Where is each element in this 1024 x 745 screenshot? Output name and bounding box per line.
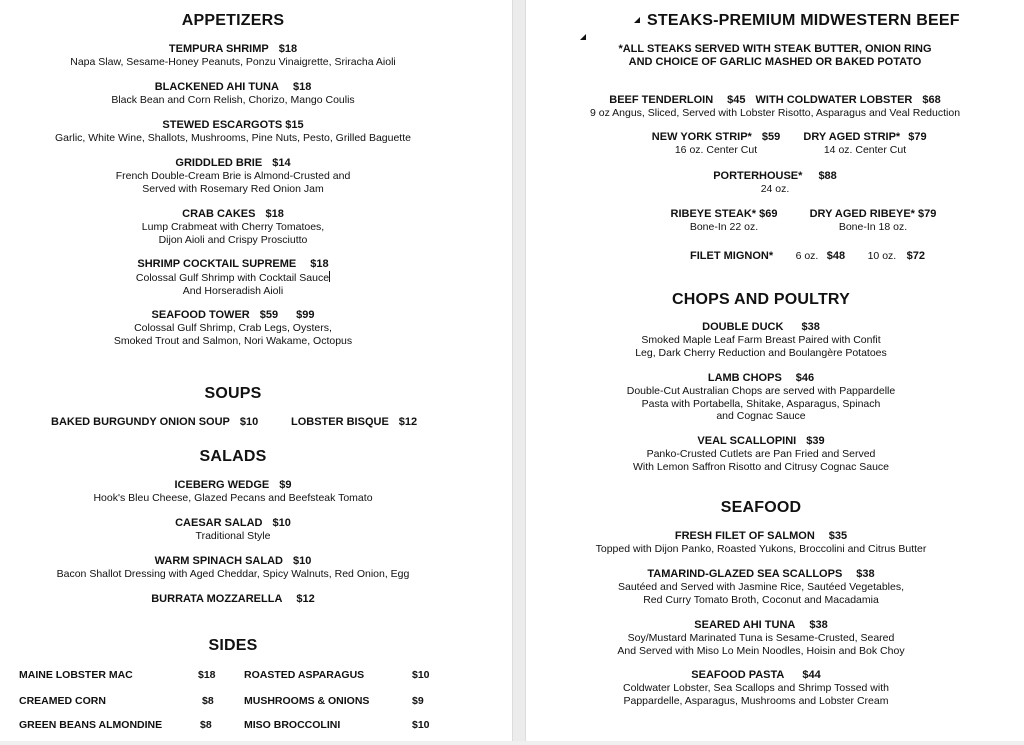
item-price: $35 (828, 530, 848, 542)
item-description: Pappardelle, Asparagus, Mushrooms and Lobster Cream (623, 694, 889, 707)
item-price: $9 (279, 479, 292, 491)
menu-item-porterhouse (526, 170, 1024, 196)
item-description: 24 oz. (760, 183, 790, 195)
anchor-icon (634, 17, 640, 23)
item-description: Red Curry Tomato Broth, Coconut and Macadamia (643, 593, 879, 606)
menu-item-caesar-salad (0, 517, 466, 543)
item-name: VEAL SCALLOPINI (697, 435, 797, 447)
menu-item-dry-aged-ribeye (798, 208, 948, 234)
item-description: Colossal Gulf Shrimp, Crab Legs, Oysters, (134, 322, 332, 334)
item-description: 16 oz. Center Cut (674, 144, 758, 156)
item-name: CRAB CAKES (182, 208, 256, 220)
section-heading-sides: SIDES (208, 637, 258, 654)
item-price: $18 (310, 258, 329, 270)
item-description: Served with Rosemary Red Onion Jam (142, 182, 324, 195)
item-description[interactable]: Colossal Gulf Shrimp with Cocktail Sauce (135, 272, 330, 284)
item-description: Sautéed and Served with Jasmine Rice, Sautéed Vegetables, (617, 581, 905, 593)
item-price: $79 (918, 208, 937, 220)
item-price: $46 (795, 372, 815, 384)
side-price: $10 (412, 719, 430, 731)
note-line: AND CHOICE OF GARLIC MASHED OR BAKED POTATO (628, 56, 922, 68)
item-size: 10 oz. (867, 250, 897, 262)
item-name: LAMB CHOPS (707, 372, 782, 384)
item-description: Napa Slaw, Sesame-Honey Peanuts, Ponzu Vinaigrette, Sriracha Aioli (70, 56, 396, 68)
item-description: French Double-Cream Brie is Almond-Crusted and (115, 170, 351, 182)
document-page-left[interactable] (0, 0, 512, 741)
item-description: Bone-In 22 oz. (689, 221, 759, 233)
side-name: MAINE LOBSTER MAC (19, 669, 133, 681)
menu-item-blackened-ahi-tuna (0, 81, 466, 107)
item-name: SEARED AHI TUNA (694, 619, 796, 631)
item-description: Black Bean and Corn Relish, Chorizo, Mango Coulis (111, 94, 355, 106)
anchor-icon (580, 34, 586, 40)
item-name: BAKED BURGUNDY ONION SOUP (51, 416, 230, 428)
item-name: FRESH FILET OF SALMON (674, 530, 815, 542)
horizontal-scroll-area (0, 741, 1024, 745)
item-price: $10 (239, 416, 259, 428)
item-name: BEEF TENDERLOIN (609, 94, 714, 106)
menu-item-lobster-bisque (291, 416, 417, 429)
item-price: $18 (265, 208, 284, 220)
menu-item-warm-spinach-salad (0, 555, 466, 581)
item-description: Dijon Aioli and Crispy Prosciutto (158, 233, 308, 246)
item-price: $10 (272, 517, 291, 529)
item-price: $79 (908, 131, 927, 143)
item-name: GRIDDLED BRIE (175, 157, 263, 169)
item-price: $44 (802, 669, 821, 681)
item-name: DRY AGED STRIP* (803, 131, 901, 143)
item-price-large: $99 (296, 309, 315, 321)
item-description: Bacon Shallot Dressing with Aged Cheddar, Spicy Walnuts, Red Onion, Egg (56, 568, 410, 580)
item-name: TEMPURA SHRIMP (168, 43, 269, 55)
side-price: $8 (200, 719, 212, 731)
item-price: $69 (759, 208, 778, 220)
side-price: $10 (412, 669, 430, 681)
menu-item-ribeye-steak (664, 208, 784, 234)
item-description: Garlic, White Wine, Shallots, Mushrooms, Pine Nuts, Pesto, Grilled Baguette (55, 132, 411, 144)
menu-item-griddled-brie (0, 157, 466, 195)
item-description: Lump Crabmeat with Cherry Tomatoes, (141, 221, 325, 233)
item-description: Coldwater Lobster, Sea Scallops and Shrimp Tossed with (623, 682, 889, 694)
item-price: $59 (259, 309, 279, 321)
section-heading-chops-poultry: CHOPS AND POULTRY (672, 291, 850, 308)
item-description: and Cognac Sauce (716, 410, 806, 423)
item-price: $10 (292, 555, 312, 567)
item-name: FILET MIGNON* (690, 250, 774, 262)
side-price: $18 (198, 669, 216, 681)
side-name: GREEN BEANS ALMONDINE (19, 719, 163, 731)
side-name: CREAMED CORN (19, 695, 106, 707)
text-cursor (329, 271, 330, 282)
item-description: Hook's Bleu Cheese, Glazed Pecans and Beefsteak Tomato (93, 492, 373, 504)
item-description: Soy/Mustard Marinated Tuna is Sesame-Crusted, Seared (627, 632, 895, 644)
item-description: Topped with Dijon Panko, Roasted Yukons, Broccolini and Citrus Butter (595, 543, 927, 555)
item-name: LOBSTER BISQUE (291, 416, 389, 428)
item-addon-price: $68 (922, 94, 941, 106)
item-price: $18 (292, 81, 312, 93)
item-price: $15 (285, 119, 304, 131)
menu-item-seafood-pasta (526, 669, 986, 707)
item-price: $38 (809, 619, 828, 631)
item-price: $18 (278, 43, 298, 55)
side-price: $9 (412, 695, 424, 707)
sides-row (0, 669, 512, 683)
section-heading-salads: SALADS (199, 448, 267, 465)
side-price: $8 (202, 695, 214, 707)
menu-item-seafood-tower (0, 309, 466, 347)
item-description: And Served with Miso Lo Mein Noodles, Hoisin and Bok Choy (617, 644, 905, 657)
item-addon: WITH COLDWATER LOBSTER (755, 94, 913, 106)
item-price: $12 (398, 416, 418, 428)
note-line: *ALL STEAKS SERVED WITH STEAK BUTTER, ONION RING (618, 43, 932, 55)
menu-item-veal-scallopini (526, 435, 996, 473)
menu-item-double-duck (526, 321, 996, 359)
item-description: Pasta with Portabella, Shitake, Asparagus, Spinach (641, 397, 881, 410)
menu-item-tempura-shrimp (0, 43, 466, 69)
sides-row (0, 719, 512, 733)
menu-item-stewed-escargots (0, 119, 466, 145)
item-description: 14 oz. Center Cut (823, 144, 907, 156)
item-description: Traditional Style (195, 530, 271, 542)
item-price: $48 (826, 250, 846, 262)
menu-item-burrata-mozzarella (0, 593, 466, 606)
section-heading-seafood: SEAFOOD (720, 499, 802, 516)
menu-item-dry-aged-strip (790, 131, 940, 157)
item-name: CAESAR SALAD (175, 517, 263, 529)
section-heading-appetizers: APPETIZERS (181, 12, 285, 29)
item-name: WARM SPINACH SALAD (154, 555, 283, 567)
item-name: BURRATA MOZZARELLA (151, 593, 283, 605)
menu-item-onion-soup (51, 416, 258, 429)
side-name: ROASTED ASPARAGUS (244, 669, 365, 681)
menu-item-iceberg-wedge (0, 479, 466, 505)
item-price: $12 (296, 593, 315, 605)
item-name: PORTERHOUSE* (713, 170, 803, 182)
item-name: STEWED ESCARGOTS (162, 119, 283, 131)
item-name: SEAFOOD PASTA (691, 669, 785, 681)
item-description: And Horseradish Aioli (182, 284, 284, 297)
menu-item-lamb-chops (526, 372, 996, 423)
document-page-right[interactable] (526, 0, 1024, 741)
steaks-note (526, 43, 1024, 69)
item-price: $38 (801, 321, 820, 333)
item-name: BLACKENED AHI TUNA (154, 81, 279, 93)
item-name: NEW YORK STRIP* (651, 131, 752, 143)
item-price: $38 (856, 568, 875, 580)
item-description: With Lemon Saffron Risotto and Citrusy Cognac Sauce (632, 460, 890, 473)
section-heading-soups: SOUPS (204, 385, 262, 402)
menu-item-fresh-filet-salmon (526, 530, 996, 556)
side-name: MISO BROCCOLINI (244, 719, 341, 731)
side-name: MUSHROOMS & ONIONS (244, 695, 370, 707)
item-name: TAMARIND-GLAZED SEA SCALLOPS (647, 568, 843, 580)
item-name: DOUBLE DUCK (702, 321, 784, 333)
menu-item-new-york-strip (636, 131, 796, 157)
item-price: $39 (806, 435, 825, 447)
item-price: $45 (727, 94, 746, 106)
menu-item-seared-ahi-tuna (526, 619, 996, 657)
item-price: $88 (818, 170, 837, 182)
sides-row (0, 695, 512, 709)
item-name: DRY AGED RIBEYE* (809, 208, 915, 220)
menu-item-beef-tenderloin (526, 94, 1024, 120)
item-price: $59 (761, 131, 781, 143)
menu-item-filet-mignon (690, 246, 925, 264)
item-description: Smoked Trout and Salmon, Nori Wakame, Octopus (113, 334, 353, 347)
item-description: Smoked Maple Leaf Farm Breast Paired with Confit (641, 334, 881, 346)
item-description: Leg, Dark Cherry Reduction and Boulangère Potatoes (635, 346, 887, 359)
item-name: RIBEYE STEAK* (670, 208, 757, 220)
item-price: $72 (906, 250, 926, 262)
item-name: SEAFOOD TOWER (151, 309, 250, 321)
menu-item-crab-cakes (0, 208, 466, 246)
item-description: Double-Cut Australian Chops are served with Pappardelle (626, 385, 896, 397)
menu-item-tamarind-scallops (526, 568, 996, 606)
item-description: Bone-In 18 oz. (838, 221, 908, 233)
item-description: Panko-Crusted Cutlets are Pan Fried and Served (646, 448, 876, 460)
item-name: ICEBERG WEDGE (174, 479, 270, 491)
item-description: 9 oz Angus, Sliced, Served with Lobster Risotto, Asparagus and Veal Reduction (589, 107, 961, 119)
item-size: 6 oz. (795, 250, 819, 262)
menu-item-shrimp-cocktail-supreme (0, 258, 466, 297)
item-name: SHRIMP COCKTAIL SUPREME (137, 258, 297, 270)
page-gutter (512, 0, 526, 741)
item-price: $14 (272, 157, 291, 169)
section-heading-steaks: STEAKS-PREMIUM MIDWESTERN BEEF (647, 12, 960, 29)
